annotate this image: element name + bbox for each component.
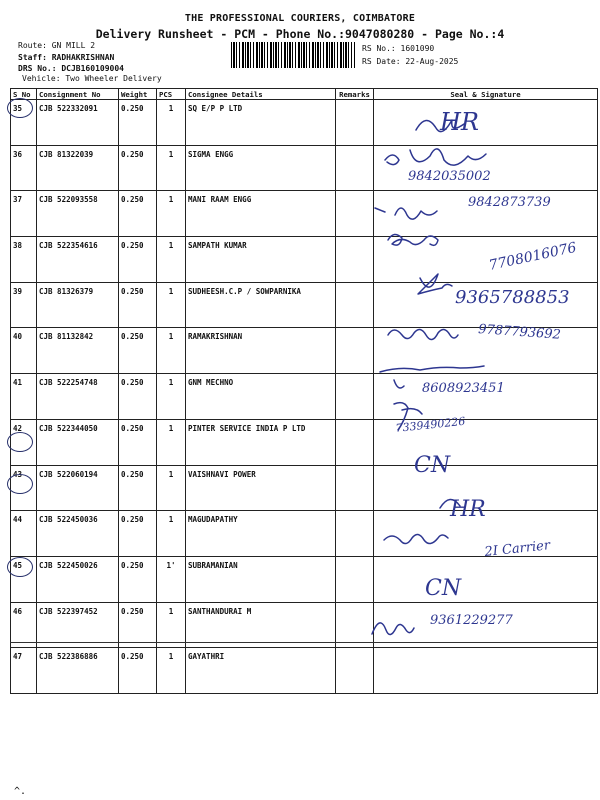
drs-label: DRS No.: DCJB160109004 <box>18 64 124 73</box>
weight-cell: 0.250 <box>119 100 157 146</box>
consignment-cell: CJB 522060194 <box>37 465 119 511</box>
consignment-cell: CJB 522093558 <box>37 191 119 237</box>
signature-text: 9365788853 <box>455 287 570 308</box>
consignment-cell: CJB 522344050 <box>37 419 119 465</box>
route-label: Route: GN MILL 2 <box>18 41 96 50</box>
company-title: THE PROFESSIONAL COURIERS, COIMBATORE <box>184 13 416 24</box>
sno-cell: 45 <box>11 556 37 602</box>
weight-cell: 0.250 <box>119 465 157 511</box>
signature-mark <box>416 108 479 136</box>
signature-mark <box>425 576 462 601</box>
weight-cell: 0.250 <box>119 511 157 557</box>
corner-mark: ^. <box>14 786 27 797</box>
signature-text: 9842873739 <box>468 195 551 210</box>
pcs-cell: 1 <box>157 145 186 191</box>
signature-text: CN <box>414 453 451 478</box>
weight-cell: 0.250 <box>119 282 157 328</box>
pcs-cell: 1 <box>157 419 186 465</box>
consignee-cell: SQ E/P P LTD <box>186 100 336 146</box>
signature-text: CN <box>425 576 462 601</box>
sno-cell: 46 <box>11 602 37 648</box>
pcs-cell: 1 <box>157 328 186 374</box>
signature-text: 2I Carrier <box>483 538 551 560</box>
vehicle-label: Vehicle: Two Wheeler Delivery <box>22 74 162 83</box>
consignee-cell: GNM MECHNO <box>186 374 336 420</box>
sno-cell: 41 <box>11 374 37 420</box>
sno-cell: 38 <box>11 237 37 283</box>
runsheet-subtitle: Delivery Runsheet - PCM - Phone No.:9047080280 - Page No.:4 <box>95 27 505 41</box>
sno-cell: 35 <box>11 100 37 146</box>
consignee-cell: MAGUDAPATHY <box>186 511 336 557</box>
pcs-cell: 1 <box>157 602 186 648</box>
consignee-cell: GAYATHRI <box>186 648 336 694</box>
consignee-cell: RAMAKRISHNAN <box>186 328 336 374</box>
signature-text: 7708016076 <box>487 239 578 274</box>
signature-text: HR <box>440 108 479 136</box>
signature-text: 8608923451 <box>422 381 505 396</box>
rs-date: RS Date: 22-Aug-2025 <box>362 57 459 66</box>
consignee-cell: SIGMA ENGG <box>186 145 336 191</box>
sno-cell: 40 <box>11 328 37 374</box>
pcs-cell: 1 <box>157 374 186 420</box>
consignment-cell: CJB 522450036 <box>37 511 119 557</box>
sno-cell: 47 <box>11 648 37 694</box>
signature-mark <box>394 403 466 435</box>
signature-mark <box>375 195 551 219</box>
consignee-cell: MANI RAAM ENGG <box>186 191 336 237</box>
weight-cell: 0.250 <box>119 145 157 191</box>
consignment-cell: CJB 522254748 <box>37 374 119 420</box>
pcs-cell: 1 <box>157 191 186 237</box>
consignee-cell: VAISHNAVI POWER <box>186 465 336 511</box>
signature-mark <box>372 613 513 635</box>
consignment-cell: CJB 522354616 <box>37 237 119 283</box>
staff-label: Staff: RADHAKRISHNAN <box>18 53 115 62</box>
sno-cell: 37 <box>11 191 37 237</box>
weight-cell: 0.250 <box>119 237 157 283</box>
col-pcs: PCS <box>157 89 186 100</box>
weight-cell: 0.250 <box>119 648 157 694</box>
weight-cell: 0.250 <box>119 328 157 374</box>
pcs-cell: 1 <box>157 511 186 557</box>
weight-cell: 0.250 <box>119 374 157 420</box>
col-consignment: Consignment No <box>37 89 119 100</box>
consignment-cell: CJB 81132842 <box>37 328 119 374</box>
col-consignee: Consignee Details <box>186 89 336 100</box>
weight-cell: 0.250 <box>119 191 157 237</box>
pcs-cell: 1 <box>157 465 186 511</box>
pcs-cell: 1 <box>157 282 186 328</box>
sno-cell: 39 <box>11 282 37 328</box>
signature-text: 9842035002 <box>408 169 491 184</box>
signature-mark <box>388 322 561 343</box>
signature-mark <box>418 274 570 308</box>
col-weight: Weight <box>119 89 157 100</box>
signature-mark <box>385 149 491 184</box>
pcs-cell: 1 <box>157 237 186 283</box>
col-signature: Seal & Signature <box>374 89 598 100</box>
consignment-cell: CJB 522332091 <box>37 100 119 146</box>
weight-cell: 0.250 <box>119 556 157 602</box>
pcs-cell: 1 <box>157 648 186 694</box>
col-sno: S No <box>11 89 37 100</box>
signature-mark <box>380 366 505 396</box>
consignment-cell: CJB 522386886 <box>37 648 119 694</box>
col-remarks: Remarks <box>336 89 374 100</box>
signature-mark <box>388 234 578 273</box>
sno-cell: 42 <box>11 419 37 465</box>
consignee-cell: PINTER SERVICE INDIA P LTD <box>186 419 336 465</box>
signature-text: 9361229277 <box>430 613 513 628</box>
signature-text: 9787793692 <box>477 322 562 343</box>
consignment-cell: CJB 522450026 <box>37 556 119 602</box>
consignee-cell: SANTHANDURAI M <box>186 602 336 648</box>
consignee-cell: SUDHEESH.C.P / SOWPARNIKA <box>186 282 336 328</box>
sno-cell: 43 <box>11 465 37 511</box>
sno-cell: 44 <box>11 511 37 557</box>
signature-mark <box>384 534 552 560</box>
weight-cell: 0.250 <box>119 419 157 465</box>
table-bottom-rule <box>10 642 597 643</box>
consignment-cell: CJB 81326379 <box>37 282 119 328</box>
rs-number: RS No.: 1601090 <box>362 44 435 53</box>
signature-text: HR <box>450 497 486 522</box>
weight-cell: 0.250 <box>119 602 157 648</box>
consignee-cell: SUBRAMANIAN <box>186 556 336 602</box>
pcs-cell: 1 <box>157 100 186 146</box>
signature-text: 7339490226 <box>394 414 466 435</box>
consignment-cell: CJB 81322039 <box>37 145 119 191</box>
signature-mark <box>440 497 486 522</box>
consignment-cell: CJB 522397452 <box>37 602 119 648</box>
pcs-cell: 1' <box>157 556 186 602</box>
consignee-cell: SAMPATH KUMAR <box>186 237 336 283</box>
signature-mark <box>414 453 451 478</box>
sno-cell: 36 <box>11 145 37 191</box>
